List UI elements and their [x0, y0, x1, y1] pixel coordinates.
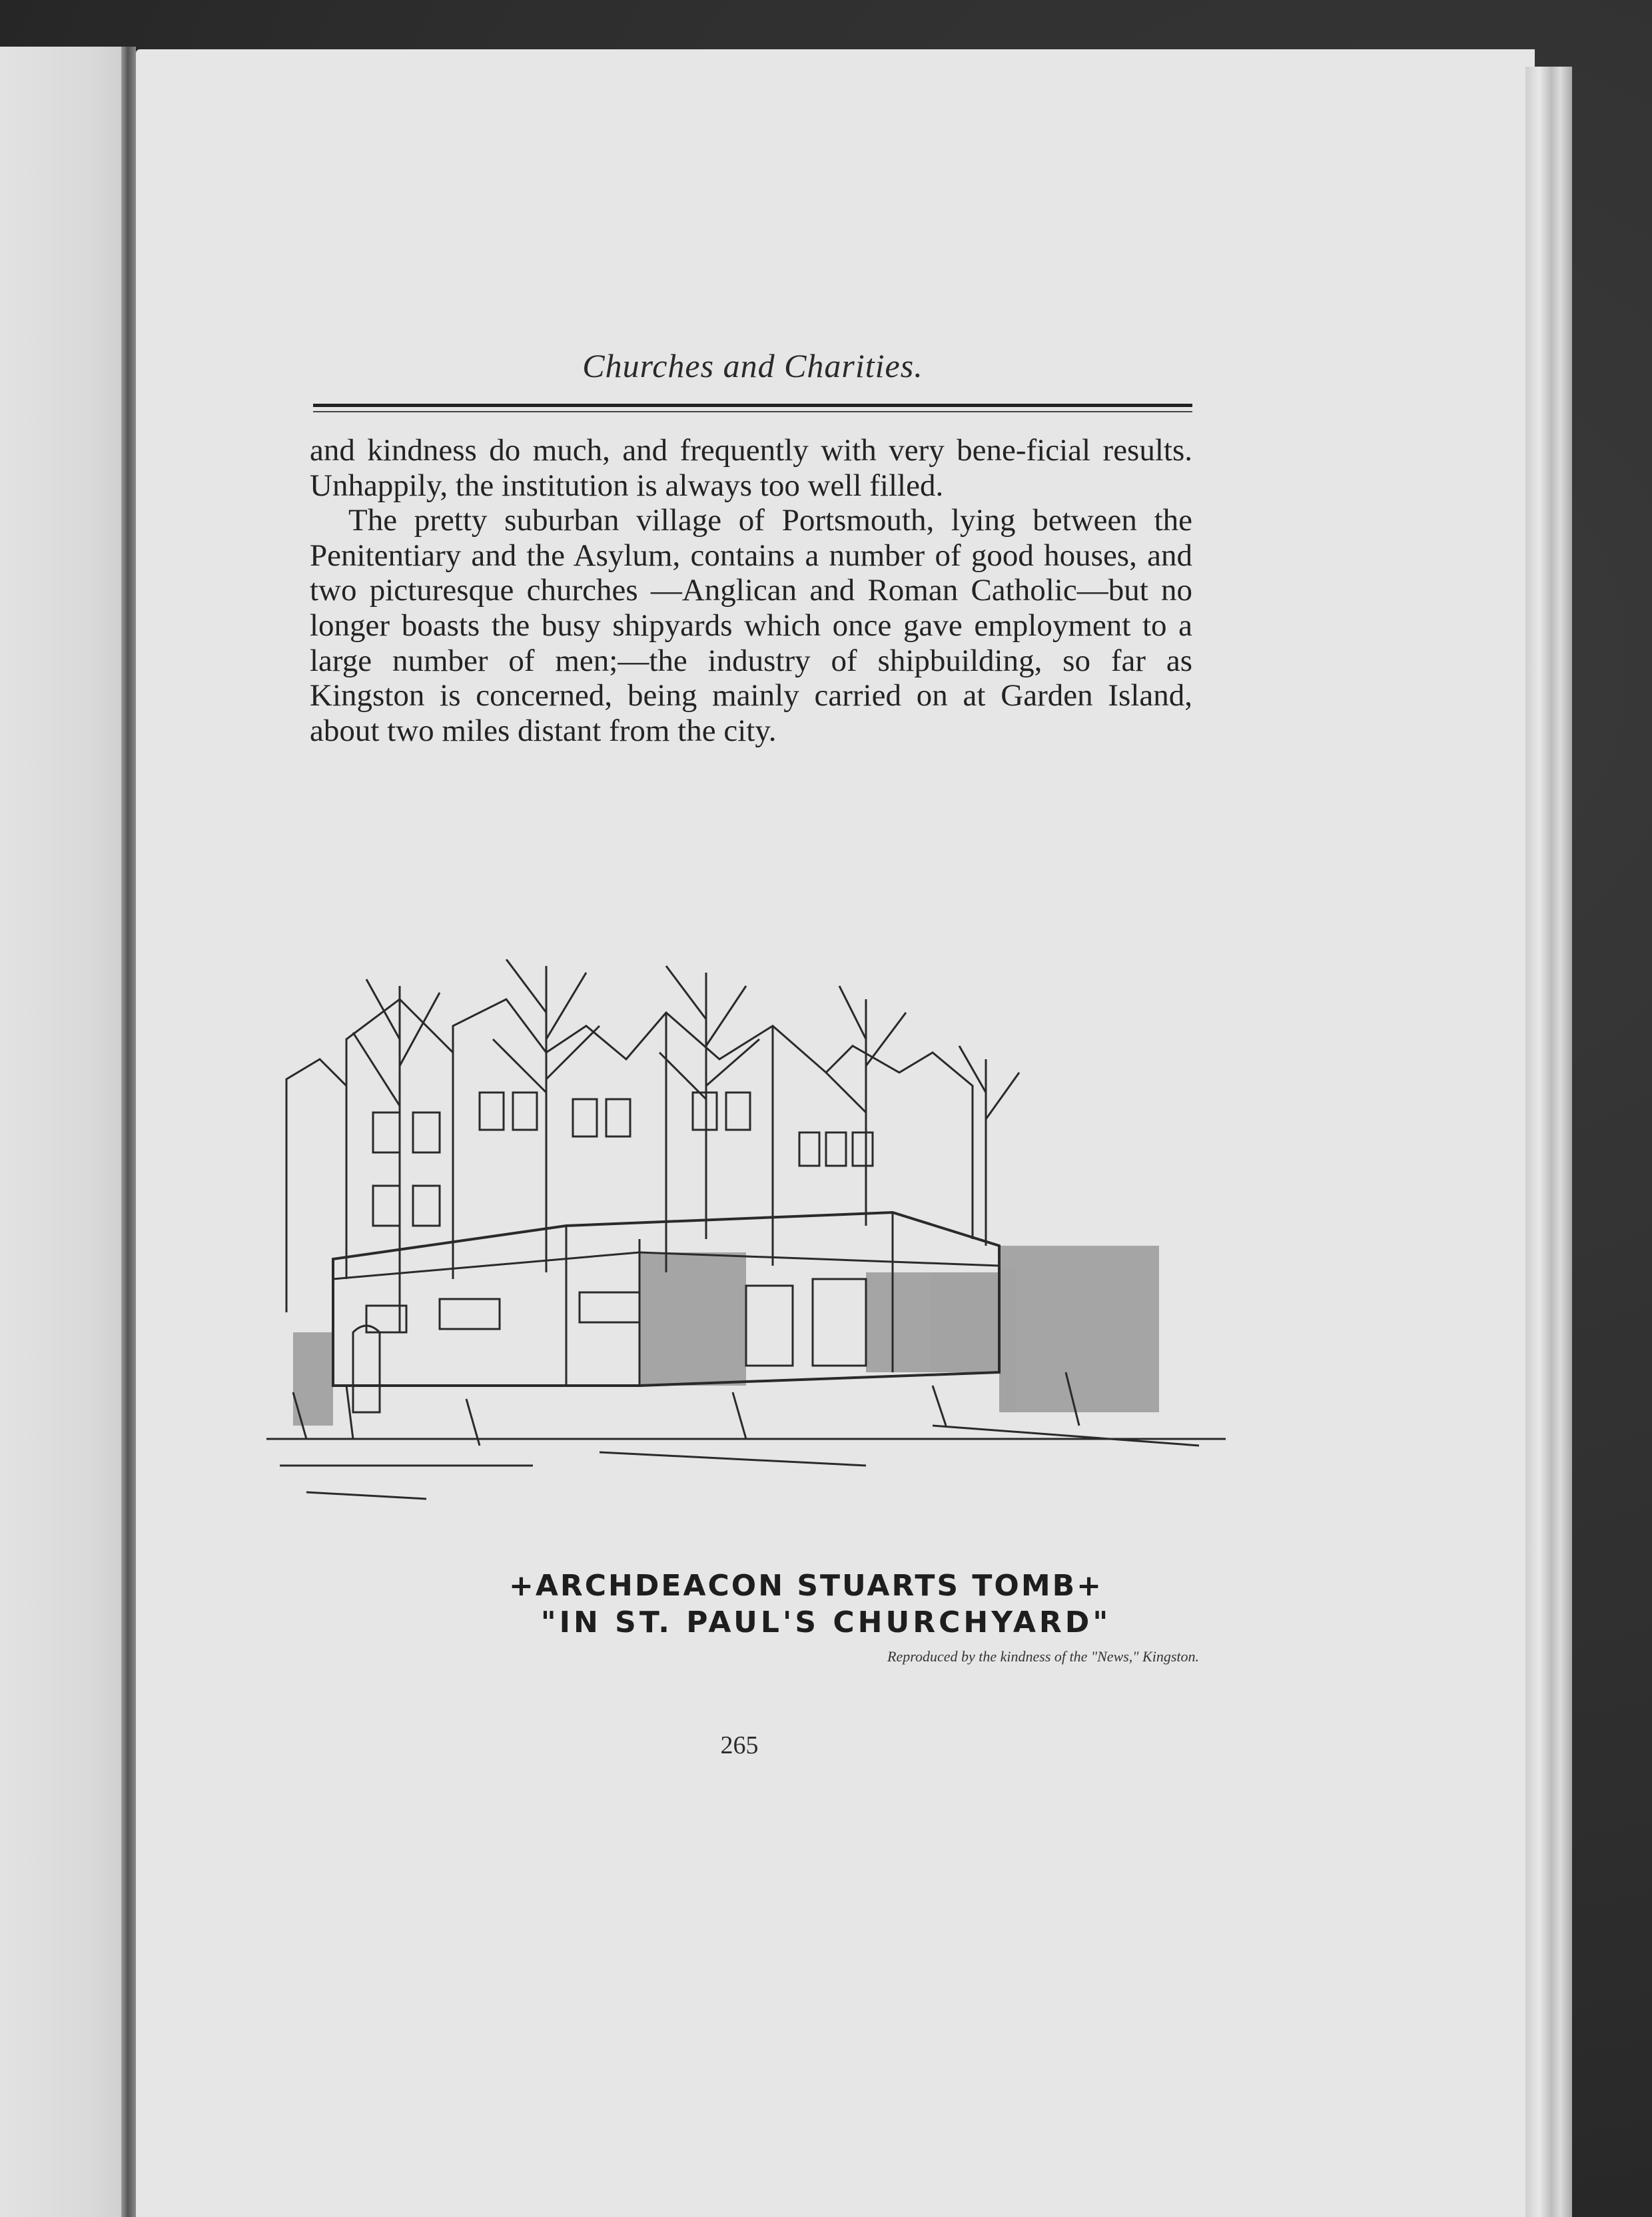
illustration-credit: Reproduced by the kindness of the "News," Kingston.: [887, 1648, 1199, 1665]
paragraph-portsmouth: The pretty suburban village of Portsmouth, lying between the Penitentiary and the Asylum, contains a number of good houses, and two picturesque churches —Anglican and Roman Catholic—but no longer boasts the busy shipyards which once gave employment to a large number of men;—the industry of shipbuilding, so far as Kingston is concerned, being mainly carried on at Garden Island, about two miles distant from the city.: [310, 503, 1192, 748]
page-edges: [1525, 67, 1572, 2217]
illustration-caption-title: +ARCHDEACON STUARTS TOMB+: [508, 1569, 1104, 1603]
header-rule: [313, 404, 1192, 407]
paragraph-continued: and kindness do much, and frequently with very bene-ficial results. Unhappily, the institution is always too well filled.: [310, 433, 1192, 503]
page-number: 265: [720, 1731, 759, 1759]
book-gutter: [121, 47, 136, 2217]
facing-page: [0, 47, 127, 2217]
body-text: [310, 433, 1192, 748]
tomb-illustration: [266, 959, 1226, 1585]
running-head: Churches and Charities.: [582, 347, 923, 384]
illustration-caption-location: "IN ST. PAUL'S CHURCHYARD": [540, 1605, 1112, 1639]
header-rule-thin: [313, 411, 1192, 412]
